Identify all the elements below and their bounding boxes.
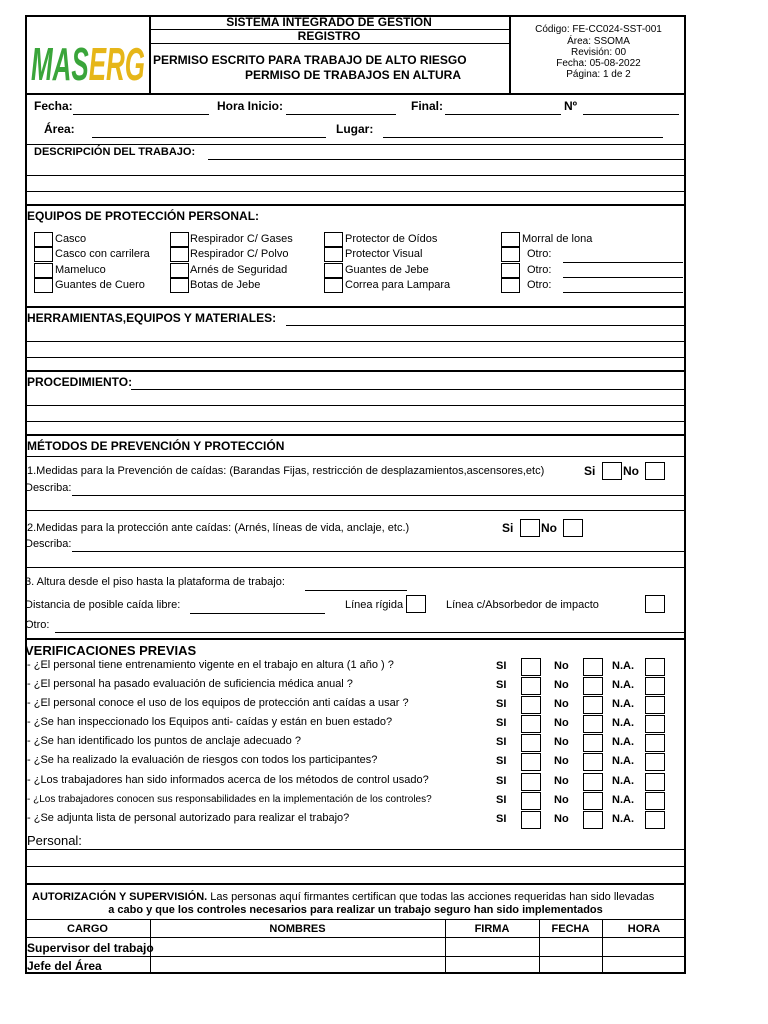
answer-si-checkbox[interactable]: [521, 773, 541, 791]
metodo-1-text: 1.Medidas para la Prevención de caídas: (Barandas Fijas, restricción de desplazamientos,ascensores,etc): [27, 465, 545, 477]
epp-checkbox[interactable]: [170, 278, 189, 293]
epp-item: Otro:: [527, 248, 552, 260]
epp-item: Morral de lona: [522, 233, 593, 245]
descripcion-label: DESCRIPCIÓN DEL TRABAJO:: [34, 146, 196, 158]
doc-area: Área: SSOMA: [567, 36, 630, 47]
answer-na-checkbox[interactable]: [645, 753, 665, 771]
epp-item: Casco con carrilera: [55, 248, 150, 260]
epp-checkbox[interactable]: [324, 263, 343, 278]
epp-item: Otro:: [527, 279, 552, 291]
question-4: - ¿Se han inspeccionado los Equipos anti- caídas y están en buen estado?: [27, 716, 393, 728]
numero-field[interactable]: [583, 114, 679, 115]
answer-na-label: N.A.: [612, 736, 634, 748]
epp-item: Arnés de Seguridad: [190, 264, 288, 276]
epp-checkbox[interactable]: [34, 263, 53, 278]
linea-rigida-label: Línea rígida: [345, 599, 404, 611]
epp-checkbox[interactable]: [501, 232, 520, 247]
header: [25, 15, 686, 94]
epp-checkbox[interactable]: [324, 278, 343, 293]
metodo-otro-field[interactable]: [55, 632, 686, 633]
question-3: - ¿El personal conoce el uso de los equipos de protección anti caídas a usar ?: [27, 697, 409, 709]
answer-no-label: No: [554, 775, 569, 787]
header-hora: HORA: [627, 923, 661, 935]
metodo-2-si-label: Si: [502, 521, 514, 535]
answer-no-checkbox[interactable]: [583, 658, 603, 676]
answer-no-label: No: [554, 679, 569, 691]
permit-subtitle: PERMISO DE TRABAJOS EN ALTURA: [245, 68, 462, 82]
epp-title: EQUIPOS DE PROTECCIÓN PERSONAL:: [27, 209, 260, 223]
answer-na-checkbox[interactable]: [645, 715, 665, 733]
fecha-label: Fecha:: [34, 99, 73, 113]
descripcion-field[interactable]: [208, 159, 686, 160]
epp-otro-field[interactable]: [563, 262, 683, 263]
system-title: SISTEMA INTEGRADO DE GESTIÓN: [226, 15, 432, 29]
answer-no-checkbox[interactable]: [583, 811, 603, 829]
answer-si-label: SI: [496, 660, 507, 672]
final-label: Final:: [411, 99, 443, 113]
signature-cell[interactable]: [151, 938, 444, 955]
area-field[interactable]: [92, 137, 326, 138]
epp-checkbox[interactable]: [501, 247, 520, 262]
question-9: - ¿Se adjunta lista de personal autorizado para realizar el trabajo?: [27, 812, 350, 824]
question-7: - ¿Los trabajadores han sido informados acerca de los métodos de control usado?: [27, 774, 429, 786]
epp-item: Respirador C/ Gases: [190, 233, 293, 245]
answer-no-checkbox[interactable]: [583, 677, 603, 695]
herramientas-label: HERRAMIENTAS,EQUIPOS Y MATERIALES:: [27, 311, 277, 325]
logo: [29, 25, 147, 87]
answer-si-checkbox[interactable]: [521, 677, 541, 695]
answer-si-checkbox[interactable]: [521, 658, 541, 676]
question-5: - ¿Se han identificado los puntos de anclaje adecuado ?: [27, 735, 301, 747]
answer-na-label: N.A.: [612, 813, 634, 825]
answer-no-label: No: [554, 755, 569, 767]
epp-checkbox[interactable]: [324, 232, 343, 247]
doc-page: Página: 1 de 2: [566, 69, 631, 80]
answer-no-label: No: [554, 660, 569, 672]
answer-si-label: SI: [496, 813, 507, 825]
answer-si-label: SI: [496, 755, 507, 767]
herramientas-field[interactable]: [286, 325, 686, 326]
question-6: - ¿Se ha realizado la evaluación de riesgos con todos los participantes?: [27, 754, 378, 766]
epp-checkbox[interactable]: [170, 232, 189, 247]
answer-na-label: N.A.: [612, 679, 634, 691]
answer-si-checkbox[interactable]: [521, 753, 541, 771]
epp-item: Casco: [55, 233, 87, 245]
answer-na-checkbox[interactable]: [645, 658, 665, 676]
answer-na-checkbox[interactable]: [645, 792, 665, 810]
verificaciones-title: VERIFICACIONES PREVIAS: [25, 643, 197, 658]
final-field[interactable]: [445, 114, 561, 115]
autorizacion-text-1: Las personas aquí firmantes certifican que todas las acciones requeridas han sido llevadas: [207, 891, 655, 903]
answer-si-checkbox[interactable]: [521, 811, 541, 829]
answer-no-checkbox[interactable]: [583, 753, 603, 771]
metodo-1-si-label: Si: [584, 464, 596, 478]
answer-no-label: No: [554, 717, 569, 729]
answer-si-label: SI: [496, 698, 507, 710]
question-1: - ¿El personal tiene entrenamiento vigente en el trabajo en altura (1 año ) ?: [27, 659, 394, 671]
answer-si-label: SI: [496, 736, 507, 748]
answer-na-checkbox[interactable]: [645, 811, 665, 829]
permit-title: PERMISO ESCRITO PARA TRABAJO DE ALTO RIESGO: [153, 53, 467, 67]
answer-no-checkbox[interactable]: [583, 696, 603, 714]
lugar-label: Lugar:: [336, 122, 374, 136]
row-jefe-area: Jefe del Área: [27, 959, 102, 973]
answer-si-checkbox[interactable]: [521, 792, 541, 810]
question-8: - ¿Los trabajadores conocen sus responsabilidades en la implementación de los controles?: [27, 794, 432, 805]
epp-checkbox[interactable]: [324, 247, 343, 262]
metodo-1-describa-label: Describa:: [25, 482, 72, 494]
linea-absorbedor-label: Línea c/Absorbedor de impacto: [446, 599, 599, 611]
hora-inicio-field[interactable]: [286, 114, 396, 115]
answer-na-label: N.A.: [612, 698, 634, 710]
lugar-field[interactable]: [383, 137, 663, 138]
epp-checkbox[interactable]: [34, 278, 53, 293]
answer-si-label: SI: [496, 775, 507, 787]
epp-item: Guantes de Jebe: [345, 264, 429, 276]
question-2: - ¿El personal ha pasado evaluación de suficiencia médica anual ?: [27, 678, 353, 690]
epp-otro-field[interactable]: [563, 292, 683, 293]
metodo-otro-label: Otro:: [25, 619, 50, 631]
answer-na-label: N.A.: [612, 775, 634, 787]
epp-checkbox[interactable]: [501, 263, 520, 278]
epp-item: Protector Visual: [345, 248, 423, 260]
epp-item: Protector de Oídos: [345, 233, 438, 245]
epp-item: Respirador C/ Polvo: [190, 248, 289, 260]
answer-na-checkbox[interactable]: [645, 773, 665, 791]
doc-date: Fecha: 05-08-2022: [556, 58, 641, 69]
answer-na-label: N.A.: [612, 755, 634, 767]
metodo-2-describa-field[interactable]: [72, 551, 686, 552]
register-label: REGISTRO: [297, 29, 361, 43]
metodo-1-si-checkbox[interactable]: [602, 462, 622, 480]
doc-revision: Revisión: 00: [570, 47, 627, 58]
personal-label: Personal:: [27, 833, 82, 848]
epp-checkbox[interactable]: [501, 278, 520, 293]
epp-checkbox[interactable]: [170, 247, 189, 262]
epp-checkbox[interactable]: [34, 232, 53, 247]
answer-na-label: N.A.: [612, 717, 634, 729]
answer-na-checkbox[interactable]: [645, 696, 665, 714]
metodo-3-text: 3. Altura desde el piso hasta la plataforma de trabajo:: [25, 576, 285, 588]
answer-no-label: No: [554, 698, 569, 710]
answer-si-checkbox[interactable]: [521, 715, 541, 733]
numero-label: Nº: [564, 99, 578, 113]
answer-no-checkbox[interactable]: [583, 734, 603, 752]
procedimiento-field[interactable]: [131, 389, 686, 390]
header-cargo: CARGO: [67, 923, 108, 935]
answer-si-label: SI: [496, 679, 507, 691]
area-label: Área:: [44, 122, 75, 136]
answer-na-label: N.A.: [612, 794, 634, 806]
answer-no-label: No: [554, 794, 569, 806]
header-firma: FIRMA: [474, 923, 510, 935]
answer-no-label: No: [554, 813, 569, 825]
metodo-1-no-label: No: [623, 464, 639, 478]
hora-inicio-label: Hora Inicio:: [217, 99, 284, 113]
epp-item: Correa para Lampara: [345, 279, 451, 291]
metodo-3-field[interactable]: [305, 590, 407, 591]
epp-checkbox[interactable]: [34, 247, 53, 262]
answer-no-checkbox[interactable]: [583, 792, 603, 810]
metodo-2-no-checkbox[interactable]: [563, 519, 583, 537]
autorizacion-text: [32, 892, 654, 903]
procedimiento-label: PROCEDIMIENTO:: [27, 375, 133, 389]
distancia-label: Distancia de posible caída libre:: [25, 599, 181, 611]
metodo-2-describa-label: Describa:: [25, 538, 72, 550]
distancia-field[interactable]: [190, 613, 325, 614]
answer-si-checkbox[interactable]: [521, 696, 541, 714]
svg-text:MASERG: MASE: [31, 38, 134, 87]
linea-rigida-checkbox[interactable]: [406, 595, 426, 613]
metodos-title: MÉTODOS DE PREVENCIÓN Y PROTECCIÓN: [27, 439, 285, 453]
doc-code: Código: FE-CC024-SST-001: [535, 24, 662, 35]
header-nombres: NOMBRES: [269, 923, 326, 935]
answer-na-checkbox[interactable]: [645, 734, 665, 752]
fecha-field[interactable]: [73, 114, 209, 115]
answer-si-checkbox[interactable]: [521, 734, 541, 752]
answer-si-label: SI: [496, 794, 507, 806]
linea-absorbedor-checkbox[interactable]: [645, 595, 665, 613]
epp-item: Guantes de Cuero: [55, 279, 145, 291]
epp-checkbox[interactable]: [170, 263, 189, 278]
metodo-2-no-label: No: [541, 521, 557, 535]
signature-cell[interactable]: [151, 957, 444, 973]
epp-item: Mameluco: [55, 264, 106, 276]
metodo-1-describa-field[interactable]: [72, 495, 686, 496]
metodo-1-no-checkbox[interactable]: [645, 462, 665, 480]
epp-item: Botas de Jebe: [190, 279, 261, 291]
epp-item: Otro:: [527, 264, 552, 276]
header-fecha: FECHA: [551, 923, 590, 935]
answer-no-label: No: [554, 736, 569, 748]
metodo-2-text: 2.Medidas para la protección ante caídas: (Arnés, líneas de vida, anclaje, etc.): [27, 522, 410, 534]
answer-na-label: N.A.: [612, 660, 634, 672]
epp-otro-field[interactable]: [563, 277, 683, 278]
autorizacion-title: AUTORIZACIÓN Y SUPERVISIÓN.: [32, 891, 208, 903]
answer-na-checkbox[interactable]: [645, 677, 665, 695]
answer-no-checkbox[interactable]: [583, 773, 603, 791]
answer-no-checkbox[interactable]: [583, 715, 603, 733]
answer-si-label: SI: [496, 717, 507, 729]
autorizacion-text-2: a cabo y que los controles necesarios para realizar un trabajo seguro han sido implementados: [108, 904, 603, 916]
metodo-2-si-checkbox[interactable]: [520, 519, 540, 537]
maserg-logo-icon: [29, 25, 147, 87]
row-supervisor: Supervisor del trabajo: [27, 941, 154, 955]
